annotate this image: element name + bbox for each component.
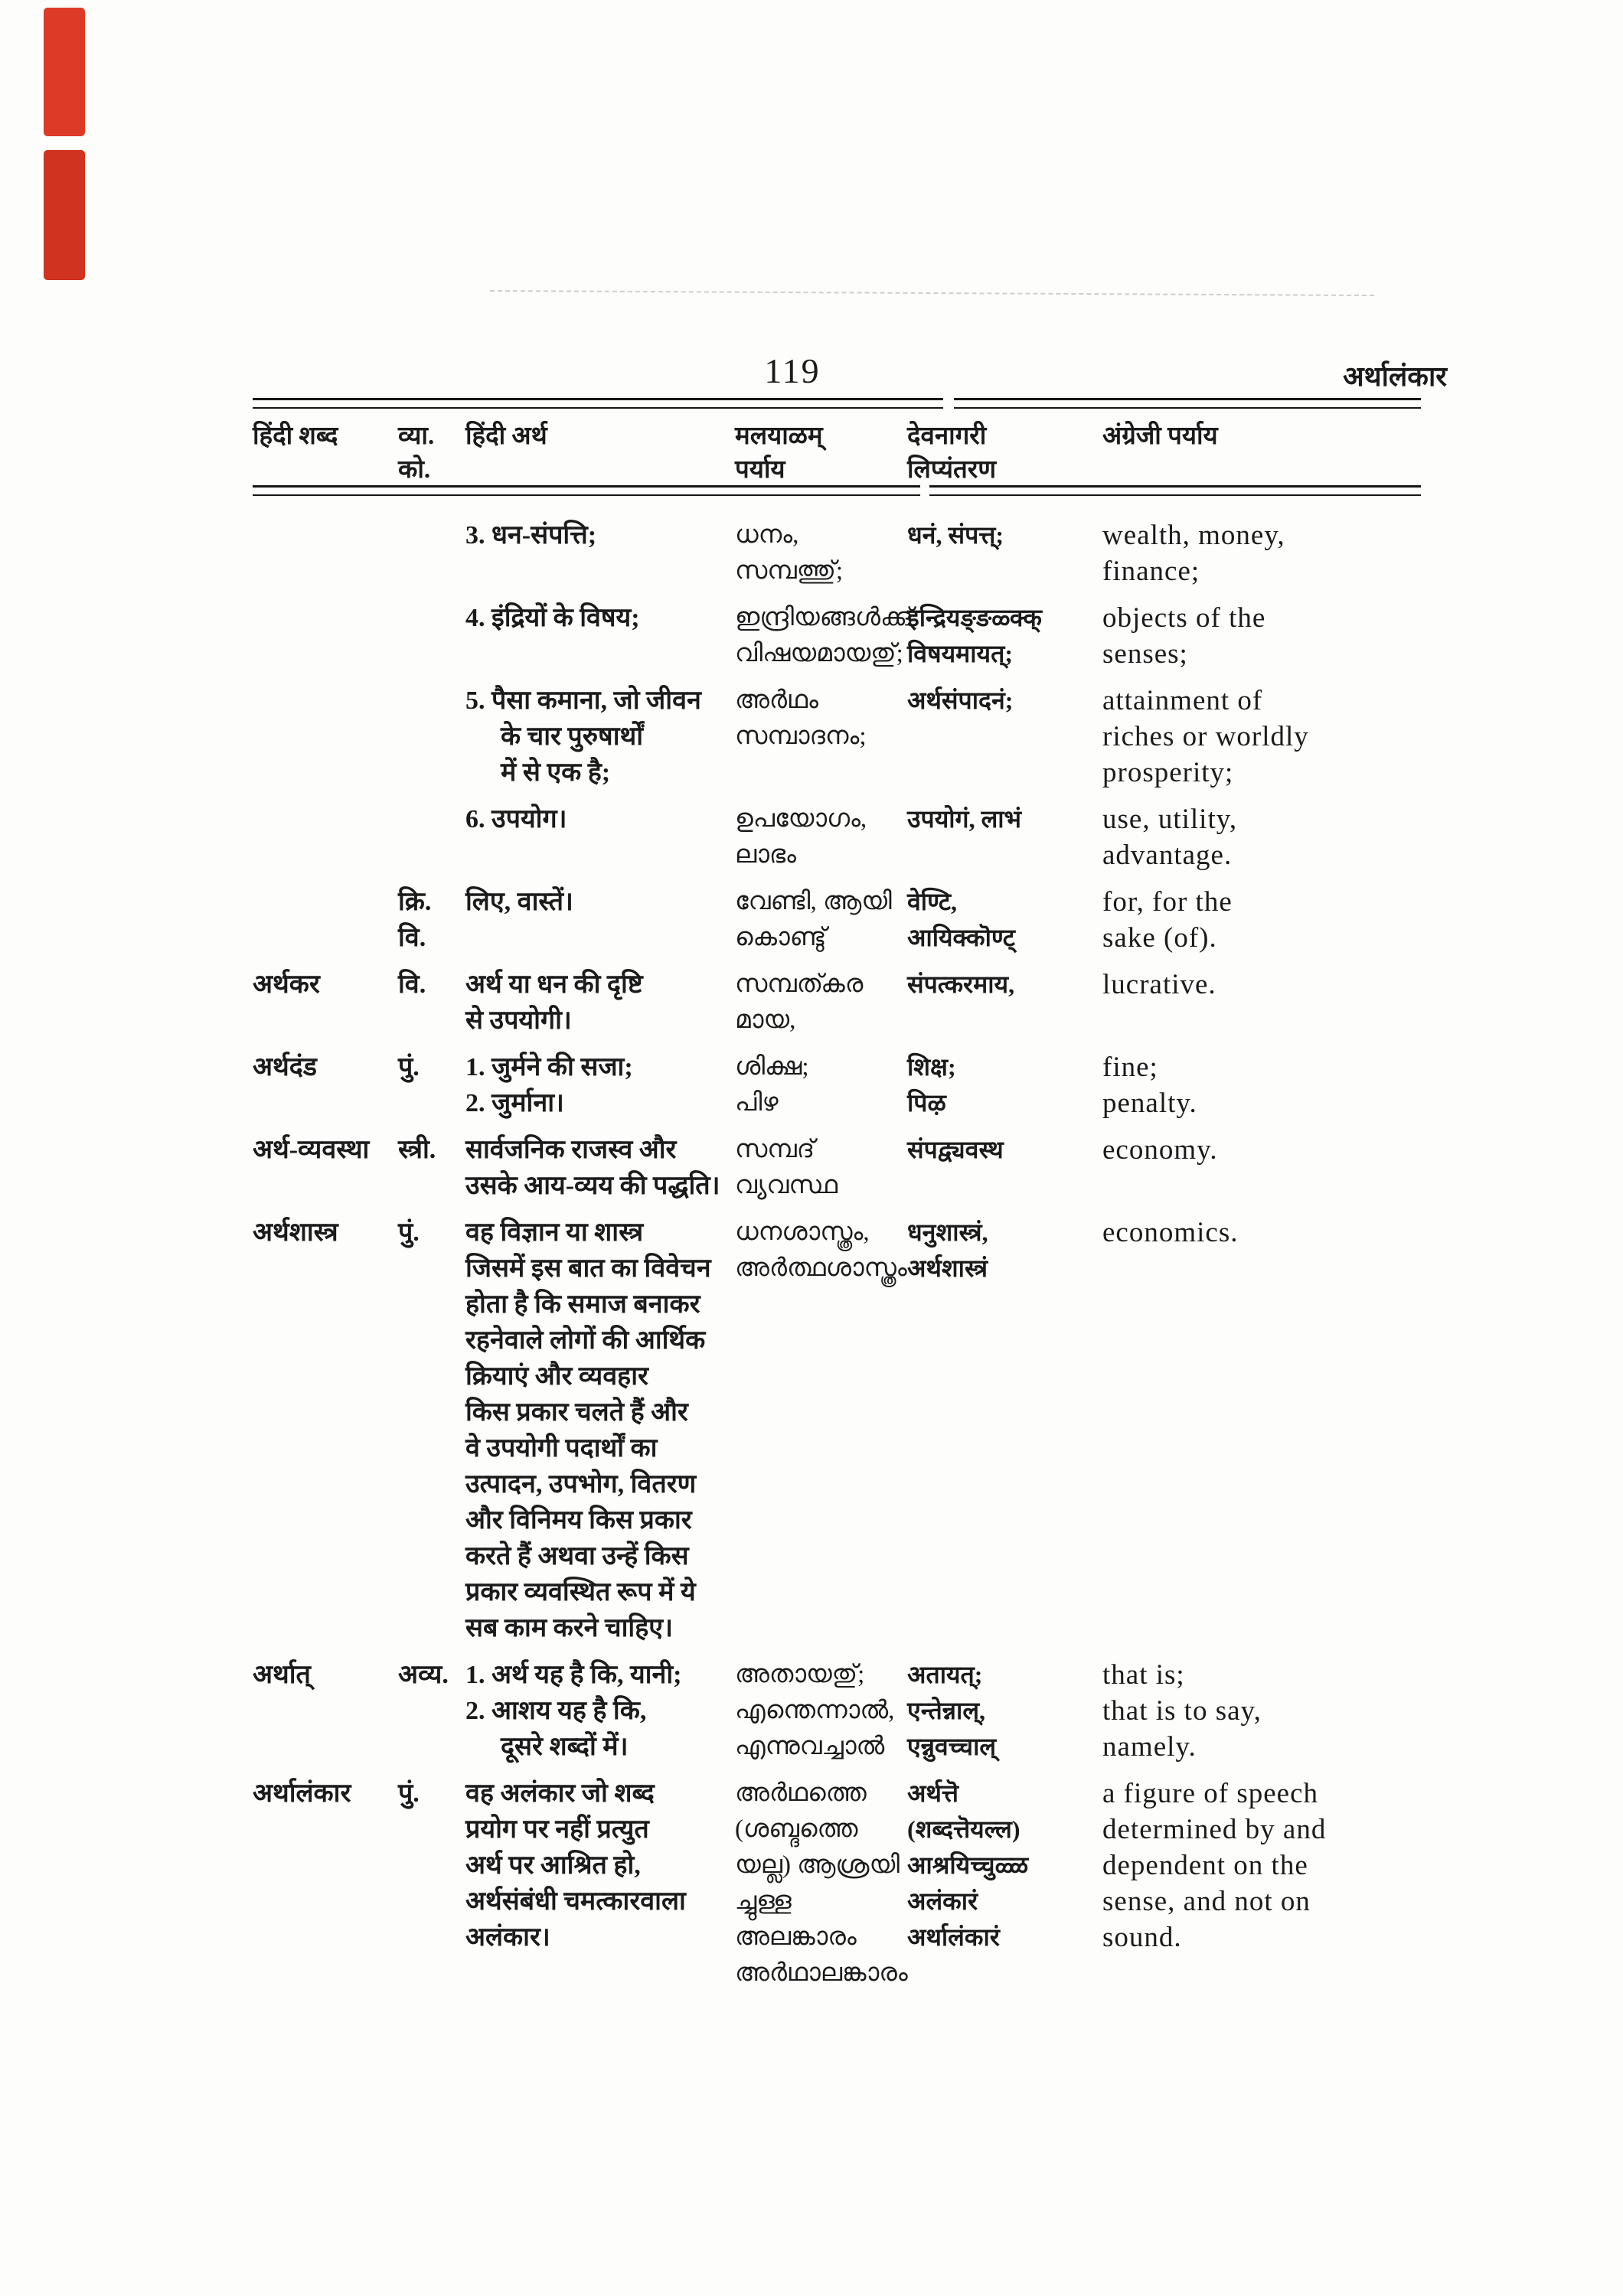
header-rule-bottom-left: [253, 485, 920, 496]
column-header-0: [253, 419, 398, 453]
english-line: riches or worldly: [1102, 721, 1309, 752]
malayalam-line: വ്യവസ്ഥ: [735, 1172, 838, 1199]
grammar-label: [398, 1132, 465, 1168]
english-equivalent: [1102, 1215, 1439, 1251]
malayalam-equivalent: [735, 517, 907, 589]
hindi-meaning: [465, 1132, 735, 1204]
transliteration-line: धनुशास्त्रं,: [907, 1218, 988, 1246]
transliteration-line: वेण्टि,: [907, 888, 958, 915]
malayalam-equivalent: [735, 1049, 907, 1121]
english-equivalent: [1102, 1132, 1439, 1168]
malayalam-line: അർഥം: [735, 687, 818, 714]
malayalam-line: ധനം,: [735, 521, 799, 549]
hindi-meaning-line: वह अलंकार जो शब्द: [465, 1779, 655, 1808]
hindi-meaning-line: 3. धन-संपत्ति;: [465, 521, 597, 550]
header-rule-bottom-right: [929, 485, 1421, 496]
grammar-abbreviation: पुं.: [398, 1779, 420, 1808]
dictionary-entry-sense-2: [253, 683, 1478, 791]
malayalam-line: സമ്പത്തു്;: [735, 557, 844, 585]
devanagari-transliteration: [907, 683, 1102, 719]
malayalam-line: അർത്ഥശാസ്ത്രം: [735, 1254, 907, 1282]
hindi-meaning-line: 5. पैसा कमाना, जो जीवन: [465, 687, 701, 715]
grammar-abbreviation: पुं.: [398, 1218, 420, 1247]
headword: [253, 1132, 398, 1168]
hindi-meaning: [465, 1776, 735, 1955]
hindi-meaning: [465, 1049, 735, 1121]
transliteration-line: अर्थसंपादनं;: [907, 687, 1014, 714]
malayalam-equivalent: [735, 600, 914, 672]
transliteration-line: एन्नुवच्चाल्: [907, 1733, 997, 1760]
english-line: use, utility,: [1102, 804, 1238, 835]
header-rule-top-right: [954, 398, 1421, 409]
headword: [253, 967, 398, 1003]
headword-text: अर्थ-व्यवस्था: [253, 1136, 370, 1164]
transliteration-line: आश्रयिच्चुळ्ळ: [907, 1851, 1029, 1879]
grammar-label: [398, 967, 465, 1003]
grammar-abbreviation: अव्य.: [398, 1661, 449, 1689]
devanagari-transliteration: [907, 801, 1102, 837]
hindi-meaning-line: में से एक है;: [501, 758, 611, 787]
malayalam-line: എന്നുവച്ചാൽ: [735, 1733, 885, 1760]
headword-text: अर्थशास्त्र: [253, 1218, 338, 1247]
english-equivalent: [1102, 683, 1439, 791]
hindi-meaning: [465, 600, 735, 636]
hindi-meaning-line: अलंकार।: [465, 1923, 550, 1952]
malayalam-line: പിഴ: [735, 1089, 779, 1117]
english-equivalent: [1102, 801, 1439, 873]
dictionary-entry-अर्थशास्त्र: [253, 1215, 1478, 1646]
transliteration-line: अर्थशास्त्रं: [907, 1254, 988, 1282]
hindi-meaning-line: 1. जुर्मने की सजा;: [465, 1053, 633, 1081]
malayalam-line: അലങ്കാരം: [735, 1923, 857, 1951]
column-header-line: लिप्यंतरण: [907, 456, 997, 484]
headword-text: अर्थदंड: [253, 1053, 317, 1081]
hindi-meaning-line: 4. इंद्रियों के विषय;: [465, 604, 640, 632]
red-scan-mark-bottom: [44, 150, 85, 280]
grammar-abbreviation: पुं.: [398, 1053, 420, 1081]
english-equivalent: [1102, 967, 1439, 1003]
hindi-meaning-line: उसके आय-व्यय की पद्धति।: [465, 1172, 720, 1200]
hindi-meaning: [465, 517, 735, 553]
headword-text: अर्थात्: [253, 1661, 311, 1689]
malayalam-equivalent: [735, 884, 907, 956]
dictionary-entry-sense-3: [253, 801, 1478, 873]
hindi-meaning-line: प्रयोग पर नहीं प्रत्युत: [465, 1815, 649, 1844]
english-line: for, for the: [1102, 886, 1233, 918]
hindi-meaning: [465, 683, 735, 791]
corner-headword: अर्थालंकार: [1343, 361, 1447, 392]
grammar-abbreviation: क्रि.: [398, 888, 432, 916]
hindi-meaning-line: वह विज्ञान या शास्त्र: [465, 1218, 644, 1247]
malayalam-line: ശിക്ഷ;: [735, 1053, 809, 1081]
malayalam-line: ച്ചുള്ള: [735, 1887, 792, 1915]
hindi-meaning-line: सब काम करने चाहिए।: [465, 1614, 673, 1642]
malayalam-line: എന്തെന്നാൽ,: [735, 1697, 895, 1724]
devanagari-transliteration: [907, 1049, 1102, 1121]
english-line: penalty.: [1102, 1088, 1197, 1119]
hindi-meaning-line: किस प्रकार चलते हैं और: [465, 1398, 688, 1427]
transliteration-line: अतायत्;: [907, 1661, 983, 1688]
page-number: 119: [764, 351, 821, 390]
english-line: that is;: [1102, 1659, 1185, 1691]
english-line: namely.: [1102, 1731, 1197, 1763]
grammar-abbreviation: वि.: [398, 924, 426, 952]
english-line: economy.: [1102, 1134, 1218, 1166]
hindi-meaning-line: रहनेवाले लोगों की आर्थिक: [465, 1326, 706, 1355]
malayalam-equivalent: [735, 683, 907, 755]
dictionary-entry-sense-0: [253, 517, 1478, 589]
english-line: sake (of).: [1102, 922, 1217, 954]
dictionary-entry-अर्थालंकार: [253, 1776, 1478, 1991]
malayalam-equivalent: [735, 1776, 907, 1991]
hindi-meaning-line: लिए, वास्तें।: [465, 888, 573, 916]
column-header-line: अंग्रेजी पर्याय: [1102, 422, 1218, 450]
malayalam-line: സമ്പത്കര: [735, 970, 864, 998]
devanagari-transliteration: [907, 884, 1102, 956]
english-line: finance;: [1102, 556, 1200, 587]
headword-text: अर्थालंकार: [253, 1779, 351, 1808]
hindi-meaning-line: दूसरे शब्दों में।: [501, 1733, 629, 1761]
transliteration-line: संपद्व्यवस्थ: [907, 1136, 1004, 1163]
english-line: dependent on the: [1102, 1850, 1308, 1881]
english-equivalent: [1102, 1049, 1439, 1121]
transliteration-line: इन्द्रियङ्ङळ्क्क्: [907, 604, 1042, 631]
headword: [253, 1049, 398, 1085]
hindi-meaning: [465, 884, 735, 920]
column-header-line: देवनागरी: [907, 422, 987, 450]
hindi-meaning-line: होता है कि समाज बनाकर: [465, 1290, 700, 1319]
malayalam-equivalent: [735, 967, 907, 1039]
english-line: determined by and: [1102, 1814, 1327, 1845]
column-header-line: को.: [398, 456, 431, 484]
dictionary-entry-अर्थदंड: [253, 1049, 1478, 1121]
column-header-line: व्या.: [398, 422, 435, 450]
dictionary-entry-अर्थकर: [253, 967, 1478, 1039]
english-line: lucrative.: [1102, 969, 1216, 1000]
hindi-meaning-line: प्रकार व्यवस्थित रूप में ये: [465, 1578, 696, 1606]
hindi-meaning: [465, 1657, 735, 1765]
english-line: economics.: [1102, 1217, 1239, 1248]
headword: [253, 1776, 398, 1812]
devanagari-transliteration: [907, 967, 1102, 1003]
hindi-meaning-line: वे उपयोगी पदार्थों का: [465, 1434, 658, 1463]
malayalam-equivalent: [735, 801, 907, 873]
transliteration-line: शिक्ष;: [907, 1053, 956, 1081]
grammar-label: [398, 1657, 465, 1693]
column-header-3: [735, 419, 907, 487]
devanagari-transliteration: [907, 1776, 1102, 1955]
english-line: advantage.: [1102, 840, 1233, 871]
malayalam-line: വേണ്ടി, ആയി: [735, 888, 892, 915]
malayalam-line: സമ്പദ്: [735, 1136, 815, 1163]
grammar-label: [398, 1049, 465, 1085]
transliteration-line: अर्थालंकारं: [907, 1923, 1000, 1951]
malayalam-line: അർഥത്തെ: [735, 1779, 867, 1807]
malayalam-line: അർഥാലങ്കാരം: [735, 1959, 908, 1987]
transliteration-line: अर्थत्तॆ: [907, 1779, 959, 1807]
devanagari-transliteration: [907, 1657, 1102, 1765]
malayalam-line: യല്ല) ആശ്രയി: [735, 1851, 900, 1879]
hindi-meaning-line: उत्पादन, उपभोग, वितरण: [465, 1470, 697, 1499]
transliteration-line: पिऴ: [907, 1089, 946, 1117]
malayalam-line: ലാഭം: [735, 841, 796, 869]
dictionary-entry-अर्थात्: [253, 1657, 1478, 1765]
english-line: senses;: [1102, 638, 1188, 670]
devanagari-transliteration: [907, 517, 1102, 553]
column-header-line: हिंदी शब्द: [253, 422, 338, 450]
english-line: objects of the: [1102, 602, 1266, 634]
english-line: fine;: [1102, 1052, 1158, 1083]
grammar-abbreviation: स्त्री.: [398, 1136, 436, 1164]
hindi-meaning-line: से उपयोगी।: [465, 1006, 572, 1035]
malayalam-line: സമ്പാദനം;: [735, 722, 867, 750]
hindi-meaning-line: अर्थ पर आश्रित हो,: [465, 1851, 641, 1880]
devanagari-transliteration: [907, 1215, 1102, 1287]
malayalam-line: ഇന്ദ്രിയങ്ങൾക്കു്: [735, 604, 914, 631]
english-line: prosperity;: [1102, 757, 1234, 788]
english-equivalent: [1102, 600, 1439, 672]
hindi-meaning-line: अर्थसंबंधी चमत्कारवाला: [465, 1887, 686, 1916]
hindi-meaning: [465, 967, 735, 1039]
transliteration-line: धनं, संपत्त्;: [907, 521, 1004, 549]
english-line: attainment of: [1102, 685, 1263, 716]
hindi-meaning-line: करते हैं अथवा उन्हें किस: [465, 1542, 689, 1570]
hindi-meaning-line: अर्थ या धन की दृष्टि: [465, 970, 643, 999]
hindi-meaning-line: के चार पुरुषार्थों: [501, 722, 644, 751]
malayalam-line: അതായതു്;: [735, 1661, 865, 1688]
headword-text: अर्थकर: [253, 970, 320, 999]
malayalam-line: മായ,: [735, 1006, 796, 1034]
hindi-meaning-line: क्रियाएं और व्यवहार: [465, 1362, 648, 1391]
grammar-label: [398, 884, 465, 956]
malayalam-equivalent: [735, 1657, 907, 1765]
grammar-label: [398, 1776, 465, 1812]
grammar-label: [398, 1215, 465, 1251]
column-header-1: [398, 419, 465, 487]
column-header-line: मलयाळम्: [735, 422, 823, 450]
transliteration-line: उपयोगं, लाभं: [907, 805, 1022, 833]
hindi-meaning-line: 2. जुर्माना।: [465, 1089, 564, 1117]
column-headers-row: [253, 419, 1447, 487]
hindi-meaning-line: 1. अर्थ यह है कि, यानी;: [465, 1661, 682, 1689]
malayalam-line: (ശബ്ദത്തെ: [735, 1815, 858, 1843]
column-header-4: [907, 419, 1102, 487]
hindi-meaning: [465, 801, 735, 837]
dictionary-entry-अर्थ-व्यवस्था: [253, 1132, 1478, 1204]
devanagari-transliteration: [907, 600, 1102, 672]
column-header-line: हिंदी अर्थ: [465, 422, 547, 450]
hindi-meaning: [465, 1215, 735, 1646]
english-line: wealth, money,: [1102, 520, 1285, 551]
english-line: that is to say,: [1102, 1695, 1262, 1727]
transliteration-line: एन्तेन्नाल्,: [907, 1697, 986, 1724]
dictionary-entry-sense-4: [253, 884, 1478, 956]
dictionary-entry-sense-1: [253, 600, 1478, 672]
malayalam-line: ഉപയോഗം,: [735, 805, 867, 833]
hindi-meaning-line: और विनिमय किस प्रकार: [465, 1506, 692, 1534]
transliteration-line: (शब्दत्तॆयल्ल): [907, 1815, 1020, 1843]
entries-list: [253, 517, 1478, 2002]
english-equivalent: [1102, 1657, 1439, 1765]
hindi-meaning-line: सार्वजनिक राजस्व और: [465, 1136, 677, 1164]
english-line: sense, and not on: [1102, 1886, 1311, 1917]
devanagari-transliteration: [907, 1132, 1102, 1168]
malayalam-line: കൊണ്ടു്: [735, 924, 827, 951]
english-line: sound.: [1102, 1922, 1182, 1953]
malayalam-equivalent: [735, 1215, 907, 1287]
english-equivalent: [1102, 1776, 1439, 1955]
english-equivalent: [1102, 884, 1439, 956]
english-line: a figure of speech: [1102, 1778, 1319, 1809]
english-equivalent: [1102, 517, 1439, 589]
transliteration-line: अलंकारं: [907, 1887, 978, 1915]
transliteration-line: विषयमायत्;: [907, 640, 1014, 667]
transliteration-line: संपत्करमाय,: [907, 970, 1015, 998]
headword: [253, 1215, 398, 1251]
malayalam-equivalent: [735, 1132, 907, 1204]
hindi-meaning-line: 2. आशय यह है कि,: [465, 1697, 647, 1725]
hindi-meaning-line: जिसमें इस बात का विवेचन: [465, 1254, 711, 1283]
transliteration-line: आयिक्कॊण्ट्: [907, 924, 1015, 951]
malayalam-line: ധനശാസ്ത്രം,: [735, 1218, 870, 1246]
red-scan-mark-top: [44, 8, 85, 136]
column-header-5: [1102, 419, 1439, 453]
column-header-2: [465, 419, 735, 453]
headword: [253, 1657, 398, 1693]
scan-crease-line: [490, 290, 1374, 296]
malayalam-line: വിഷയമായതു്;: [735, 640, 903, 667]
hindi-meaning-line: 6. उपयोग।: [465, 805, 567, 833]
grammar-abbreviation: वि.: [398, 970, 426, 999]
header-rule-top-left: [253, 398, 943, 409]
column-header-line: पर्याय: [735, 456, 785, 484]
